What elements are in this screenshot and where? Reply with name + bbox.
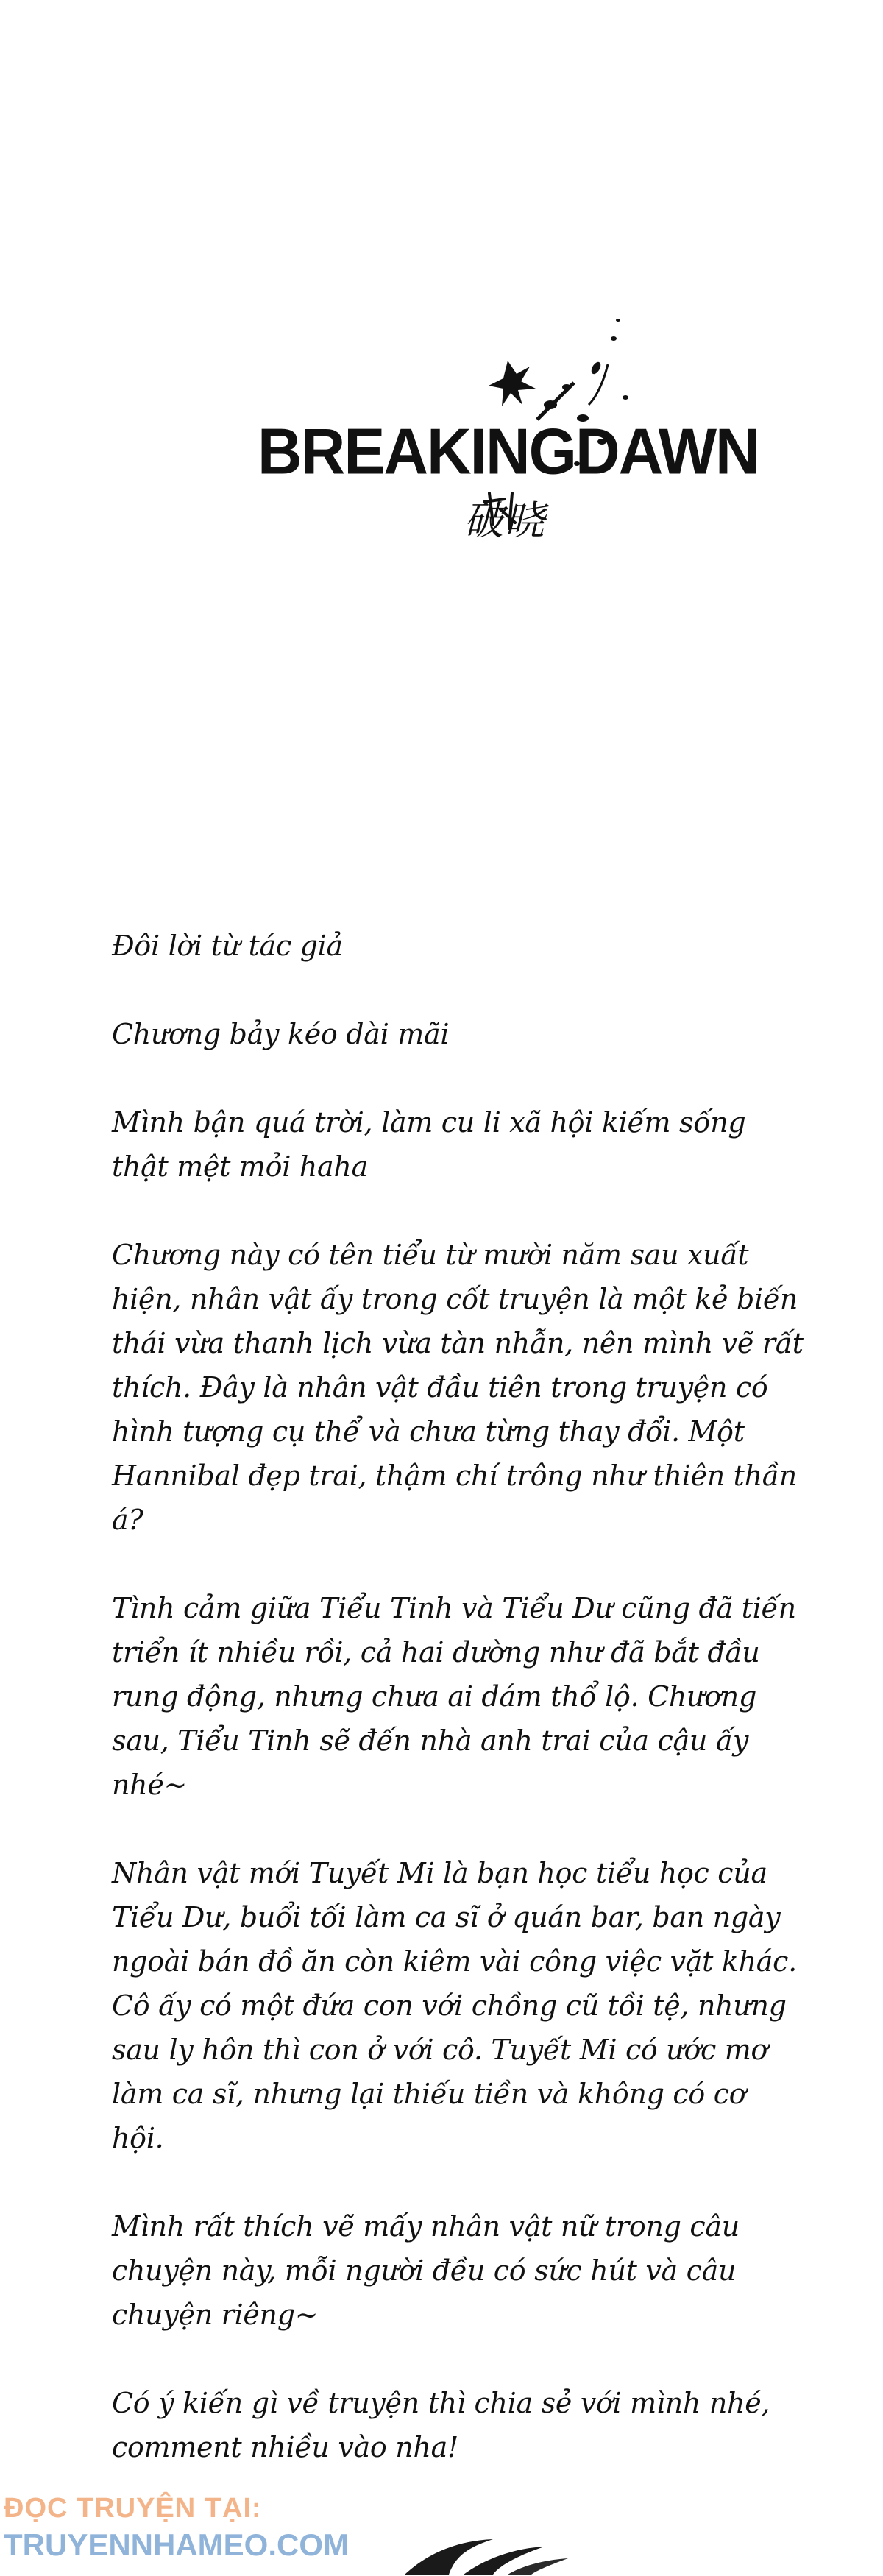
logo-subtitle: 破晓: [464, 498, 546, 544]
note-paragraph: Tình cảm giữa Tiểu Tinh và Tiểu Dư cũng đã tiến triển ít nhiều rồi, cả hai dường như đã bắt đầu rung động, nhưng chưa ai dám thổ lộ. Chương sau, Tiểu Tinh sẽ đến nhà anh trai của cậu ấy nhé~: [112, 1592, 796, 1801]
note-heading: Đôi lời từ tác giả: [112, 930, 343, 962]
watermark-site-url: TRUYENNHAMEO.COM: [4, 2527, 349, 2562]
note-paragraph: Chương này có tên tiểu từ mười năm sau xuất hiện, nhân vật ấy trong cốt truyện là một kẻ biến thái vừa thanh lịch vừa tàn nhẫn, nên mình vẽ rất thích. Đây là nhân vật đầu tiên trong truyện có hình tượng cụ thể và chưa từng thay đổi. Một Hannibal đẹp trai, thậm chí trông như thiên thần á?: [112, 1239, 804, 1536]
note-paragraph: Mình rất thích vẽ mấy nhân vật nữ trong câu chuyện này, mỗi người đều có sức hút và câu chuyện riêng~: [112, 2210, 740, 2331]
watermark-read-at: ĐỌC TRUYỆN TẠI:: [4, 2493, 262, 2524]
site-watermark: [4, 2491, 349, 2565]
note-paragraph: Mình bận quá trời, làm cu li xã hội kiếm sống thật mệt mỏi haha: [112, 1106, 746, 1183]
logo-title: BREAKINGDAWN: [258, 414, 759, 488]
note-paragraph: Có ý kiến gì về truyện thì chia sẻ với mình nhé, comment nhiều vào nha!: [112, 2387, 770, 2463]
breakingdawn-logo: [250, 294, 759, 544]
note-paragraph: Nhân vật mới Tuyết Mi là bạn học tiểu học của Tiểu Dư, buổi tối làm ca sĩ ở quán bar, ban ngày ngoài bán đồ ăn còn kiêm vài công việc vặt khác. Cô ấy có một đứa con với chồng cũ tồi tệ, nhưng sau ly hôn thì con ở với cô. Tuyết Mi có ước mơ làm ca sĩ, nhưng lại thiếu tiền và không có cơ hội.: [112, 1857, 797, 2154]
author-note: [112, 924, 804, 2513]
brush-stroke-decoration: [397, 2532, 574, 2576]
note-paragraph: Chương bảy kéo dài mãi: [112, 1018, 450, 1050]
